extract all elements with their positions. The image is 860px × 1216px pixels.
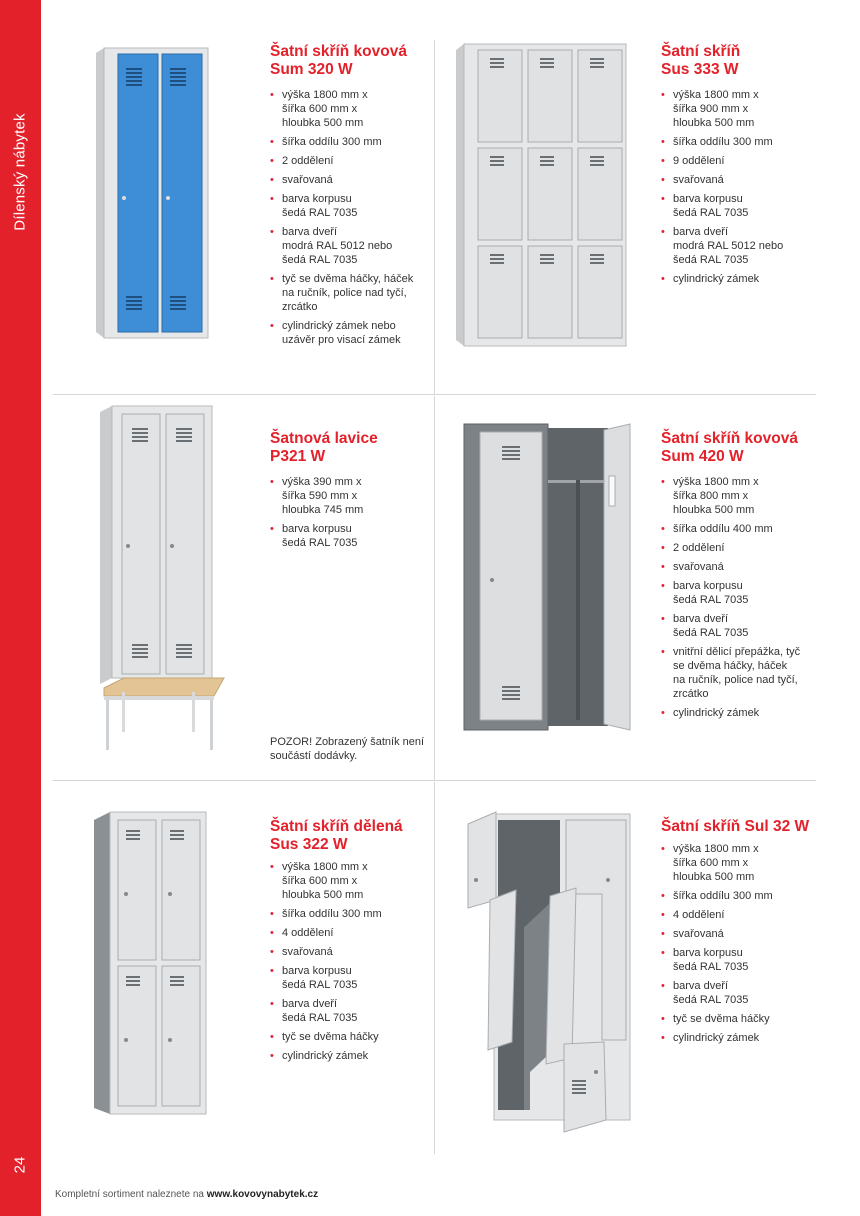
spec-item: • výška 1800 mm x šířka 600 mm x hloubka 500 mm: [661, 842, 821, 884]
spec-item: • cylindrický zámek: [270, 1049, 430, 1063]
divider-vertical: [434, 782, 435, 1154]
spec-item: • svařovaná: [661, 173, 821, 187]
spec-item: • 2 oddělení: [270, 154, 430, 168]
spec-list: [661, 88, 821, 291]
spec-item: • svařovaná: [270, 945, 430, 959]
product-title: [270, 43, 407, 79]
footer-text: Kompletní sortiment naleznete na: [55, 1189, 207, 1200]
product-name: Šatní skříň: [661, 43, 741, 60]
product-title: [270, 430, 378, 466]
spec-item: • šířka oddílu 300 mm: [270, 135, 430, 149]
spec-item: • 2 oddělení: [661, 541, 821, 555]
spec-item: • barva dveří šedá RAL 7035: [661, 612, 821, 640]
product-name: Šatnová lavice: [270, 430, 378, 447]
product-code: P321 W: [270, 448, 326, 465]
product-image-sus-333w: [456, 44, 626, 346]
divider-horizontal: [53, 394, 816, 395]
product-image-sus-322w: [94, 812, 210, 1120]
product-image-sul-32w: [468, 810, 634, 1140]
sidebar: [0, 0, 41, 1216]
product-code: Sum 420 W: [661, 448, 744, 465]
product-title: [661, 818, 809, 836]
spec-item: • barva korpusu šedá RAL 7035: [270, 964, 430, 992]
product-name: Šatní skříň kovová: [661, 430, 798, 447]
notice-text: POZOR! Zobrazený šatník není součástí dodávky.: [270, 736, 425, 762]
spec-item: • tyč se dvěma háčky: [661, 1012, 821, 1026]
spec-item: • 4 oddělení: [661, 908, 821, 922]
spec-item: • výška 390 mm x šířka 590 mm x hloubka 745 mm: [270, 475, 430, 517]
spec-item: • barva korpusu šedá RAL 7035: [661, 579, 821, 607]
spec-item: • cylindrický zámek: [661, 1031, 821, 1045]
divider-vertical: [434, 40, 435, 394]
product-image-sum-420w: [464, 424, 634, 734]
section-title: Dílenský nábytek: [11, 113, 29, 231]
spec-item: • výška 1800 mm x šířka 900 mm x hloubka 500 mm: [661, 88, 821, 130]
product-code: Sus 322 W: [270, 836, 348, 853]
spec-item: • výška 1800 mm x šířka 600 mm x hloubka 500 mm: [270, 88, 430, 130]
spec-item: • tyč se dvěma háčky: [270, 1030, 430, 1044]
spec-item: • cylindrický zámek: [661, 706, 821, 720]
spec-item: • barva korpusu šedá RAL 7035: [270, 522, 430, 550]
spec-list: [270, 860, 430, 1068]
spec-item: • barva korpusu šedá RAL 7035: [661, 192, 821, 220]
product-name: Šatní skříň kovová: [270, 43, 407, 60]
spec-item: • svařovaná: [270, 173, 430, 187]
spec-list: [661, 842, 821, 1050]
website-link[interactable]: www.kovovynabytek.cz: [206, 1189, 319, 1200]
divider-horizontal: [53, 780, 816, 781]
spec-item: • svařovaná: [661, 927, 821, 941]
product-code: Sum 320 W: [270, 61, 353, 78]
spec-item: • tyč se dvěma háčky, háček na ručník, police nad tyčí, zrcátko: [270, 272, 430, 314]
spec-item: • šířka oddílu 400 mm: [661, 522, 821, 536]
spec-item: • výška 1800 mm x šířka 800 mm x hloubka 500 mm: [661, 475, 821, 517]
spec-list: [661, 475, 821, 725]
spec-item: • barva korpusu šedá RAL 7035: [270, 192, 430, 220]
spec-item: • barva dveří modrá RAL 5012 nebo šedá RAL 7035: [270, 225, 430, 267]
footer: [55, 1189, 318, 1200]
spec-item: • vnitřní dělicí přepážka, tyč se dvěma háčky, háček na ručník, police nad tyčí, zrcátko: [661, 645, 821, 701]
product-title: [661, 430, 798, 466]
product-image-p321w: [100, 406, 230, 756]
spec-item: • šířka oddílu 300 mm: [661, 135, 821, 149]
product-title: [270, 818, 403, 854]
spec-item: • barva korpusu šedá RAL 7035: [661, 946, 821, 974]
spec-item: • svařovaná: [661, 560, 821, 574]
product-name: Šatní skříň Sul 32 W: [661, 818, 810, 835]
spec-item: • výška 1800 mm x šířka 600 mm x hloubka 500 mm: [270, 860, 430, 902]
product-code: Sus 333 W: [661, 61, 739, 78]
spec-list: [270, 475, 430, 555]
spec-item: • barva dveří šedá RAL 7035: [270, 997, 430, 1025]
spec-item: • šířka oddílu 300 mm: [661, 889, 821, 903]
product-image-sum-320w: [96, 48, 208, 338]
spec-item: • barva dveří modrá RAL 5012 nebo šedá RAL 7035: [661, 225, 821, 267]
spec-item: • cylindrický zámek nebo uzávěr pro visací zámek: [270, 319, 430, 347]
product-title: [661, 43, 740, 79]
spec-item: • 4 oddělení: [270, 926, 430, 940]
divider-vertical: [434, 396, 435, 780]
spec-item: • barva dveří šedá RAL 7035: [661, 979, 821, 1007]
spec-item: • cylindrický zámek: [661, 272, 821, 286]
spec-item: • šířka oddílu 300 mm: [270, 907, 430, 921]
product-name: Šatní skříň dělená: [270, 818, 403, 835]
page-number: 24: [11, 1156, 29, 1174]
spec-item: • 9 oddělení: [661, 154, 821, 168]
spec-list: [270, 88, 430, 352]
